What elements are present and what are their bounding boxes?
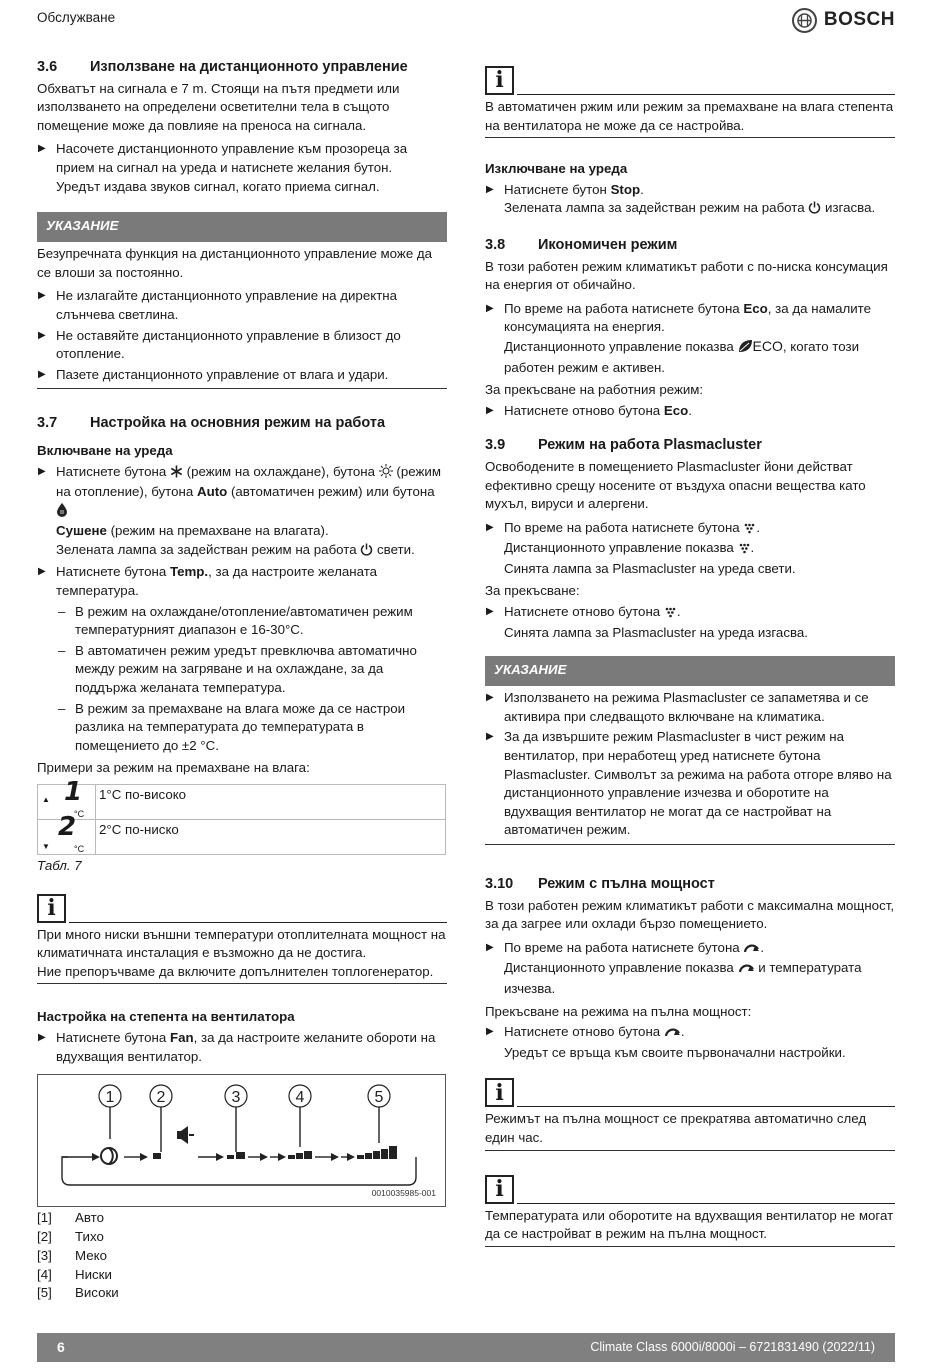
s39-paragraph: Освободените в помещението Plasmacluster йони действат ефективно срещу носените от въздуха опасни вещества като мухъл, вируси и алергени.	[485, 458, 866, 512]
dehumidify-example-table	[37, 777, 446, 855]
section-3-9-heading: 3.9 Режим на работа Plasmacluster	[485, 437, 762, 454]
document-reference: Climate Class 6000i/8000i – 6721831490 (2022/11)	[590, 1340, 875, 1355]
page-footer	[37, 1333, 895, 1362]
table-row	[38, 785, 446, 820]
legend-item: [2] Тихо	[37, 1228, 104, 1244]
bosch-logo	[792, 8, 895, 33]
notice1-text: Безупречната функция на дистанционното управление може да се влоши за постоянно.	[37, 246, 433, 280]
full-power-icon	[743, 941, 760, 960]
list-item: ▶ За да извършите режим Plasmacluster в чист режим на вентилатор, при неработещ уред натиснете бутона Plasmacluster. Символът за режима на работа отгоре вляво на дистанционното управление изчезва и оборотите на вдухващия вентилатор не могат да се настройват на автоматичен режим.	[485, 728, 895, 840]
eco-symbol-text: ECO	[752, 337, 783, 354]
fullpower-bullet: ▶ По време на работа натиснете бутона . Дистанционното управление показва и температурата изчезва.	[485, 939, 895, 999]
info-header-4	[485, 1175, 895, 1204]
lcd-digit: 1	[64, 777, 83, 807]
header-section: Обслужване	[37, 10, 116, 25]
examples-label: Примери за режим на премахване на влага:	[37, 760, 310, 776]
table-cell: 2°C по-ниско	[96, 820, 446, 855]
info2-text: В автоматичен ржим или режим за премахване на влага степента на вентилатора не може да се настройва.	[485, 98, 895, 138]
notice-bar-1: УКАЗАНИЕ	[37, 212, 447, 242]
section-3-10-heading: 3.10 Режим с пълна мощност	[485, 876, 715, 892]
s310-paragraph: В този работен режим климатикът работи с максимална мощност, за да загрее или охлади бързо помещението.	[485, 897, 895, 932]
info4-text: Температурата или оборотите на вдухващия вентилатор не могат да се настройват в режим на пълна мощност.	[485, 1207, 895, 1247]
power-on-subheading: Включване на уреда	[37, 442, 173, 458]
list-item: ▶ Не оставяйте дистанционното управление в близост до отопление.	[37, 327, 447, 364]
left-column	[37, 58, 447, 1303]
down-triangle-icon: ▼	[42, 842, 50, 851]
fan-speed-figure	[38, 1075, 445, 1206]
section-3-6-heading: 3.6 Използване на дистанционното управление	[37, 59, 408, 75]
lcd-unit: °C	[74, 844, 85, 854]
section-3-8-heading: 3.8 Икономичен режим	[485, 236, 678, 253]
info1-text: При много ниски външни температури отоплителната мощност на климатичната инсталация е възможно да не достига. Ние препоръчваме да включите допълнителен топлогенератор.	[37, 926, 447, 985]
figure-id: 0010035985-001	[371, 1188, 436, 1199]
plasmacluster-bullet: ▶ По време на работа натиснете бутона . Дистанционното управление показва . Синята лампа за Plasmacluster на уреда свети.	[485, 519, 895, 579]
lcd-unit: °C	[74, 809, 85, 819]
callout-number: 1	[105, 1089, 115, 1107]
table-cell: 1°C по-високо	[96, 785, 446, 820]
right-column	[485, 66, 895, 1269]
fan-speaker-icon	[177, 1126, 194, 1144]
temp-bullet: ▶ Натиснете бутона Temp., за да настроите желаната температура.	[37, 563, 447, 600]
power-icon	[360, 543, 373, 562]
info3-text: Режимът на пълна мощност се прекратява автоматично след един час.	[485, 1110, 895, 1150]
s36-bullet: ▶ Насочете дистанционното управление към прозореца за прием на сигнал на уреда и натиснете желания бутон. Уредът издава звуков сигнал, когато приема сигнал.	[37, 140, 447, 196]
legend-item: [3] Меко	[37, 1247, 107, 1263]
s39-stop-label: За прекъсване:	[485, 583, 580, 599]
plasmacluster-icon	[664, 605, 677, 624]
info-header-1	[37, 894, 447, 923]
plasmacluster-off-bullet: ▶ Натиснете отново бутона . Синята лампа за Plasmacluster на уреда изгасва.	[485, 603, 895, 642]
page-number: 6	[57, 1339, 65, 1356]
fullpower-off-bullet: ▶ Натиснете отново бутона . Уредът се връща към своите първоначални настройки.	[485, 1023, 895, 1062]
legend-item: [4] Ниски	[37, 1266, 112, 1282]
table-row	[38, 820, 446, 855]
dash-item: – В автоматичен режим уредът превключва автоматично между режим на загряване и на охлаждане, за да поддържа желаната температура.	[37, 642, 447, 698]
callout-number: 2	[156, 1089, 166, 1107]
full-power-icon	[664, 1025, 681, 1044]
plasmacluster-icon	[738, 541, 751, 560]
section-3-7-heading: 3.7 Настройка на основния режим на работа	[37, 415, 386, 432]
power-off-subheading: Изключване на уреда	[485, 161, 628, 177]
s38-paragraph: В този работен режим климатикът работи с по-ниска консумация на енергия от обичайно.	[485, 258, 888, 293]
dash-item: – В режим на охлаждане/отопление/автоматичен режим температурният диапазон е 16-30°C.	[37, 603, 447, 640]
table-caption: Табл. 7	[37, 858, 82, 873]
full-power-icon	[738, 961, 755, 980]
sun-icon	[379, 464, 393, 484]
dash-item: – В режим за премахване на влага може да се настрои разлика на температурата до температурата в помещението до ±2 °C.	[37, 700, 447, 756]
eco-off-bullet: ▶ Натиснете отново бутона Eco.	[485, 402, 895, 421]
info-icon: i	[485, 66, 514, 95]
s310-stop-label: Прекъсване на режима на пълна мощност:	[485, 1003, 752, 1019]
info-icon: i	[37, 894, 66, 923]
plasmacluster-icon	[743, 521, 756, 540]
info-header-2	[485, 66, 895, 95]
bosch-armature-icon	[792, 8, 817, 33]
lcd-digit: 2	[58, 812, 77, 842]
fan-subheading: Настройка на степента на вентилатора	[37, 1009, 295, 1025]
callout-number: 3	[231, 1089, 241, 1107]
snowflake-icon	[170, 465, 183, 484]
legend-item: [5] Високи	[37, 1285, 119, 1301]
eco-bullet: ▶ По време на работа натиснете бутона Eco, за да намалите консумацията на енергия. Дистанционното управление показва ECO, когато този работен режим е активен.	[485, 300, 895, 377]
up-triangle-icon: ▲	[42, 795, 50, 804]
legend-item: [1] Авто	[37, 1210, 104, 1226]
stop-bullet: ▶ Натиснете бутон Stop. Зелената лампа за задействан режим на работа изгасва.	[485, 181, 895, 220]
fan-bullet: ▶ Натиснете бутона Fan, за да настроите желаните обороти на вдухващия вентилатор.	[37, 1029, 447, 1066]
power-icon	[808, 201, 821, 220]
info-icon: i	[485, 1175, 514, 1204]
list-item: ▶ Не излагайте дистанционното управление на директна слънчева светлина.	[37, 287, 447, 324]
notice-bar-2: УКАЗАНИЕ	[485, 656, 895, 686]
info-icon: i	[485, 1078, 514, 1107]
callout-number: 5	[374, 1089, 384, 1107]
callout-number: 4	[295, 1089, 305, 1107]
brand-name: BOSCH	[823, 9, 895, 31]
s36-paragraph: Обхватът на сигнала е 7 m. Стоящи на пътя предмети или използването на определени осветителни тела в същото помещение може да повлияе на преноса на сигнала.	[37, 80, 400, 133]
fan-speed-diagram	[37, 1074, 446, 1207]
info-header-3	[485, 1078, 895, 1107]
display-cell	[38, 812, 96, 855]
auto-fan-icon	[101, 1148, 117, 1164]
fan-legend	[37, 1209, 447, 1303]
s38-stop-label: За прекъсване на работния режим:	[485, 382, 704, 398]
notice2-list	[485, 689, 895, 845]
droplet-icon	[56, 503, 68, 523]
list-item: ▶ Използването на режима Plasmacluster се запаметява и се активира при следващото включване на климатика.	[485, 689, 895, 726]
mode-bullet: ▶ Натиснете бутона (режим на охлаждане), бутона (режим на отопление), бутона Auto (автоматичен режим) или бутона Сушене (режим на премахване на влагата). Зелената лампа за задействан режим на работа свети.	[37, 463, 447, 562]
notice1-list	[37, 287, 447, 389]
eco-leaf-icon	[738, 339, 753, 359]
list-item: ▶ Пазете дистанционното управление от влага и удари.	[37, 366, 447, 385]
